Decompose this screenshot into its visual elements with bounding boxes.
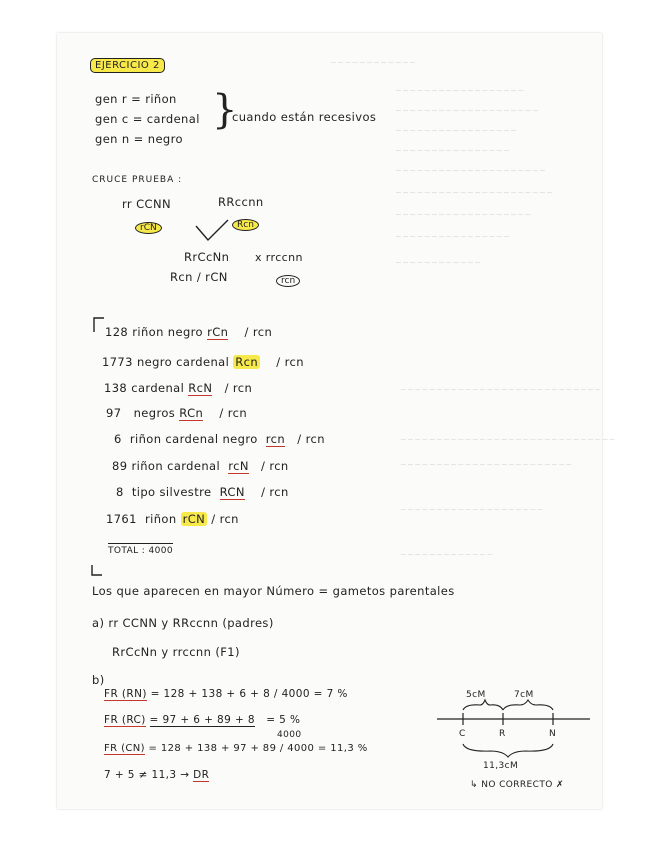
- bleed-through-text: ~~~~~~~~~~~~: [330, 58, 417, 67]
- map-gene-r: R: [499, 729, 506, 739]
- bleed-through-text: ~~~~~~~~~~~~: [395, 258, 482, 267]
- cruce-label: CRUCE PRUEBA :: [92, 175, 183, 185]
- curly-brace: }: [212, 87, 238, 133]
- parent1-gamete-label: rCN: [135, 222, 162, 234]
- bleed-through-text: ~~~~~~~~~~~~~~~~~~~: [395, 210, 532, 219]
- progeny-count: 89: [112, 459, 128, 473]
- bleed-through-text: ~~~~~~~~~~~~~~~~: [395, 232, 511, 241]
- progeny-suffix: / rcn: [244, 325, 273, 339]
- progeny-genotype: RCn: [179, 406, 204, 420]
- map-verdict: ↳ NO CORRECTO ✗: [470, 780, 564, 790]
- answer-b-label: b): [92, 673, 105, 687]
- bleed-through-text: ~~~~~~~~~~~~~~~~~~~~~: [395, 166, 547, 175]
- fr-rn-expression: = 128 + 138 + 6 + 8 / 4000 = 7 %: [150, 688, 348, 700]
- map-distance-rn: 7cM: [514, 690, 534, 700]
- bleed-through-text: ~~~~~~~~~~~~~~~~~: [395, 126, 518, 135]
- progeny-phenotype: riñon cardenal: [131, 459, 221, 473]
- answer-a-f1: RrCcNn y rrccnn (F1): [112, 645, 240, 659]
- progeny-genotype: rcN: [228, 459, 249, 473]
- progeny-genotype: rCn: [207, 325, 229, 339]
- fr-rn-label: FR (RN): [104, 688, 147, 700]
- genes-note: cuando están recesivos: [232, 110, 377, 124]
- cross-symbol: x rrccnn: [255, 251, 303, 264]
- gene-c-definition: gen c = cardenal: [95, 112, 200, 126]
- progeny-genotype: Rcn: [235, 355, 259, 369]
- bleed-through-text: ~~~~~~~~~~~~~~~~~~~~: [395, 106, 540, 115]
- progeny-suffix: / rcn: [261, 459, 289, 473]
- progeny-phenotype: negro cardenal: [136, 355, 230, 369]
- progeny-phenotype: negros: [133, 406, 176, 420]
- f1-genotype: RrCcNn: [184, 250, 230, 264]
- progeny-count: 6: [114, 432, 122, 446]
- progeny-phenotype: riñon negro: [132, 325, 203, 339]
- bleed-through-text: ~~~~~~~~~~~~~~~~~~~~~~~~~~~~~~: [400, 435, 617, 444]
- map-gene-n: N: [549, 729, 557, 739]
- answer-a-parents: a) rr CCNN y RRccnn (padres): [92, 616, 274, 630]
- progeny-phenotype: riñon: [145, 512, 177, 526]
- exercise-title: EJERCICIO 2: [90, 58, 165, 73]
- progeny-suffix: / rcn: [261, 485, 289, 499]
- progeny-count: 138: [104, 381, 128, 395]
- parent1-genotype: rr CCNN: [122, 197, 171, 211]
- map-distance-cr: 5cM: [466, 690, 486, 700]
- progeny-suffix: / rcn: [297, 432, 325, 446]
- fr-rc-label: FR (RC): [104, 714, 146, 726]
- bleed-through-text: ~~~~~~~~~~~~~~~~~~: [395, 86, 525, 95]
- progeny-count: 1761: [106, 512, 137, 526]
- progeny-genotype: rcn: [265, 432, 286, 446]
- progeny-genotype: RcN: [188, 381, 213, 395]
- final-line-dr: DR: [193, 769, 210, 781]
- f1-gametes: Rcn / rCN: [170, 270, 228, 284]
- fr-rc-expression: = 97 + 6 + 89 + 8: [149, 714, 255, 726]
- progeny-suffix: / rcn: [219, 406, 248, 420]
- gene-r-definition: gen r = riñon: [95, 92, 177, 106]
- progeny-phenotype: tipo silvestre: [131, 485, 212, 499]
- fr-cn-expression: = 128 + 138 + 97 + 89 / 4000 = 11,3 %: [148, 743, 368, 754]
- progeny-phenotype: cardenal: [131, 381, 185, 395]
- map-gene-c: C: [459, 729, 466, 739]
- bleed-through-text: ~~~~~~~~~~~~~~~~~~~~~~~~~~~~: [400, 385, 602, 394]
- progeny-suffix: / rcn: [224, 381, 253, 395]
- bleed-through-text: ~~~~~~~~~~~~~~~~~~~~: [400, 505, 545, 514]
- bleed-through-text: ~~~~~~~~~~~~~~~~: [395, 146, 511, 155]
- parent2-gamete-label: Rcn: [232, 219, 259, 231]
- progeny-count: 128: [105, 325, 129, 339]
- progeny-phenotype: riñon cardenal negro: [129, 432, 258, 446]
- bleed-through-text: ~~~~~~~~~~~~~~~~~~~~~~: [395, 188, 554, 197]
- final-line-text: 7 + 5 ≠ 11,3 →: [104, 769, 190, 781]
- bleed-through-text: ~~~~~~~~~~~~~: [400, 550, 494, 559]
- progeny-count: 97: [106, 406, 122, 420]
- progeny-count: 8: [116, 485, 124, 499]
- parent2-genotype: RRccnn: [218, 195, 264, 209]
- progeny-suffix: / rcn: [211, 512, 239, 526]
- progeny-genotype: RCN: [219, 485, 245, 499]
- progeny-suffix: / rcn: [276, 355, 304, 369]
- gene-n-definition: gen n = negro: [95, 132, 183, 146]
- tester-gamete-label: rcn: [276, 275, 300, 287]
- fr-rc-denominator: 4000: [277, 730, 302, 740]
- fr-cn-label: FR (CN): [104, 743, 145, 754]
- conclusion: Los que aparecen en mayor Número = gametos parentales: [92, 584, 455, 598]
- map-total-distance: 11,3cM: [483, 761, 519, 771]
- total-count: TOTAL : 4000: [108, 543, 173, 556]
- bleed-through-text: ~~~~~~~~~~~~~~~~~~~~~~~~: [400, 460, 573, 469]
- progeny-count: 1773: [102, 355, 133, 369]
- fr-rc-result: = 5 %: [266, 714, 301, 726]
- progeny-genotype: rCN: [182, 512, 206, 526]
